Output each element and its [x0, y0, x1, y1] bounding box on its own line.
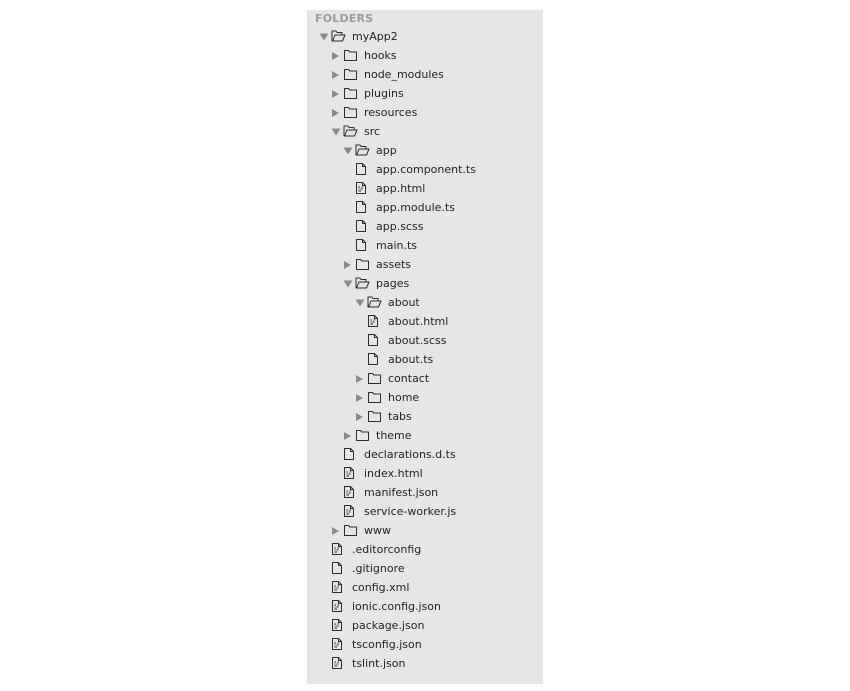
- file-icon: [355, 198, 371, 217]
- folder-open-icon: [355, 274, 371, 293]
- tree-file-manifest-json[interactable]: [307, 483, 543, 502]
- tree-item-label: main.ts: [376, 239, 418, 252]
- tree-file-about-ts[interactable]: [307, 350, 543, 369]
- tree-file-config-xml[interactable]: [307, 578, 543, 597]
- file-code-icon: [343, 483, 359, 502]
- caret-down-icon[interactable]: [342, 274, 354, 293]
- folder-icon: [343, 521, 359, 540]
- tree-file-app-module-ts[interactable]: [307, 198, 543, 217]
- tree-item-label: .gitignore: [352, 562, 405, 575]
- caret-right-icon[interactable]: [330, 103, 342, 122]
- tree-item-label: about: [388, 296, 420, 309]
- tree-folder-assets[interactable]: [307, 255, 543, 274]
- file-code-icon: [331, 616, 347, 635]
- tree-file-editorconfig[interactable]: [307, 540, 543, 559]
- tree-folder-app[interactable]: [307, 141, 543, 160]
- file-code-icon: [355, 179, 371, 198]
- tree-folder-www[interactable]: [307, 521, 543, 540]
- folder-icon: [367, 369, 383, 388]
- tree-file-main-ts[interactable]: [307, 236, 543, 255]
- tree-item-label: manifest.json: [364, 486, 439, 499]
- tree-folder-tabs[interactable]: [307, 407, 543, 426]
- tree-folder-src[interactable]: [307, 122, 543, 141]
- tree-folder-theme[interactable]: [307, 426, 543, 445]
- tree-folder-resources[interactable]: [307, 103, 543, 122]
- tree-item-label: theme: [376, 429, 412, 442]
- file-code-icon: [331, 597, 347, 616]
- tree-file-ionic-config-json[interactable]: [307, 597, 543, 616]
- tree-folder-contact[interactable]: [307, 369, 543, 388]
- tree-file-app-scss[interactable]: [307, 217, 543, 236]
- tree-file-gitignore[interactable]: [307, 559, 543, 578]
- caret-down-icon[interactable]: [330, 122, 342, 141]
- tree-item-label: package.json: [352, 619, 425, 632]
- tree-folder-pages[interactable]: [307, 274, 543, 293]
- tree-file-package-json[interactable]: [307, 616, 543, 635]
- folder-icon: [343, 46, 359, 65]
- file-icon: [331, 559, 347, 578]
- caret-right-icon[interactable]: [330, 521, 342, 540]
- folders-sidebar: [307, 10, 543, 684]
- file-icon: [355, 160, 371, 179]
- caret-right-icon[interactable]: [354, 369, 366, 388]
- caret-right-icon[interactable]: [354, 407, 366, 426]
- file-icon: [343, 445, 359, 464]
- tree-item-label: www: [364, 524, 391, 537]
- file-icon: [355, 217, 371, 236]
- caret-down-icon[interactable]: [354, 293, 366, 312]
- tree-item-label: pages: [376, 277, 410, 290]
- folder-icon: [367, 388, 383, 407]
- file-icon: [367, 350, 383, 369]
- folder-open-icon: [355, 141, 371, 160]
- file-code-icon: [343, 502, 359, 521]
- tree-folder-plugins[interactable]: [307, 84, 543, 103]
- tree-item-label: app.html: [376, 182, 426, 195]
- file-code-icon: [331, 578, 347, 597]
- tree-item-label: .editorconfig: [352, 543, 422, 556]
- folder-icon: [367, 407, 383, 426]
- tree-folder-node-modules[interactable]: [307, 65, 543, 84]
- folder-open-icon: [331, 27, 347, 46]
- caret-right-icon[interactable]: [342, 255, 354, 274]
- file-code-icon: [331, 635, 347, 654]
- tree-item-label: app.scss: [376, 220, 424, 233]
- tree-item-label: index.html: [364, 467, 423, 480]
- tree-file-app-html[interactable]: [307, 179, 543, 198]
- file-code-icon: [331, 654, 347, 673]
- tree-item-label: myApp2: [352, 30, 398, 43]
- tree-item-label: about.ts: [388, 353, 434, 366]
- file-code-icon: [331, 540, 347, 559]
- file-code-icon: [343, 464, 359, 483]
- tree-item-label: app.component.ts: [376, 163, 476, 176]
- tree-item-label: plugins: [364, 87, 404, 100]
- file-code-icon: [367, 312, 383, 331]
- tree-file-about-html[interactable]: [307, 312, 543, 331]
- file-icon: [355, 236, 371, 255]
- tree-item-label: about.scss: [388, 334, 447, 347]
- tree-item-label: tabs: [388, 410, 412, 423]
- folder-icon: [343, 103, 359, 122]
- tree-item-label: service-worker.js: [364, 505, 457, 518]
- caret-right-icon[interactable]: [330, 65, 342, 84]
- folder-icon: [343, 65, 359, 84]
- tree-folder-about[interactable]: [307, 293, 543, 312]
- tree-item-label: app: [376, 144, 397, 157]
- file-tree: [307, 27, 543, 673]
- caret-down-icon[interactable]: [342, 141, 354, 160]
- tree-file-service-worker-js[interactable]: [307, 502, 543, 521]
- tree-item-label: hooks: [364, 49, 397, 62]
- tree-item-label: assets: [376, 258, 412, 271]
- tree-item-label: node_modules: [364, 68, 444, 81]
- caret-down-icon[interactable]: [318, 27, 330, 46]
- caret-right-icon[interactable]: [330, 84, 342, 103]
- tree-file-about-scss[interactable]: [307, 331, 543, 350]
- tree-item-label: resources: [364, 106, 418, 119]
- tree-item-label: tslint.json: [352, 657, 406, 670]
- tree-folder-hooks[interactable]: [307, 46, 543, 65]
- folders-heading: FOLDERS: [315, 12, 374, 25]
- tree-folder-myapp2[interactable]: [307, 27, 543, 46]
- folder-icon: [343, 84, 359, 103]
- caret-right-icon[interactable]: [354, 388, 366, 407]
- caret-right-icon[interactable]: [330, 46, 342, 65]
- file-icon: [367, 331, 383, 350]
- folder-open-icon: [367, 293, 383, 312]
- folder-open-icon: [343, 122, 359, 141]
- caret-right-icon[interactable]: [342, 426, 354, 445]
- tree-file-declarations-d-ts[interactable]: [307, 445, 543, 464]
- tree-file-app-component-ts[interactable]: [307, 160, 543, 179]
- tree-file-tsconfig-json[interactable]: [307, 635, 543, 654]
- tree-folder-home[interactable]: [307, 388, 543, 407]
- tree-item-label: config.xml: [352, 581, 410, 594]
- tree-item-label: home: [388, 391, 420, 404]
- tree-item-label: tsconfig.json: [352, 638, 422, 651]
- tree-item-label: declarations.d.ts: [364, 448, 456, 461]
- tree-item-label: contact: [388, 372, 430, 385]
- folder-icon: [355, 426, 371, 445]
- tree-item-label: about.html: [388, 315, 449, 328]
- folder-icon: [355, 255, 371, 274]
- tree-item-label: ionic.config.json: [352, 600, 442, 613]
- tree-item-label: src: [364, 125, 381, 138]
- tree-item-label: app.module.ts: [376, 201, 455, 214]
- tree-file-index-html[interactable]: [307, 464, 543, 483]
- tree-file-tslint-json[interactable]: [307, 654, 543, 673]
